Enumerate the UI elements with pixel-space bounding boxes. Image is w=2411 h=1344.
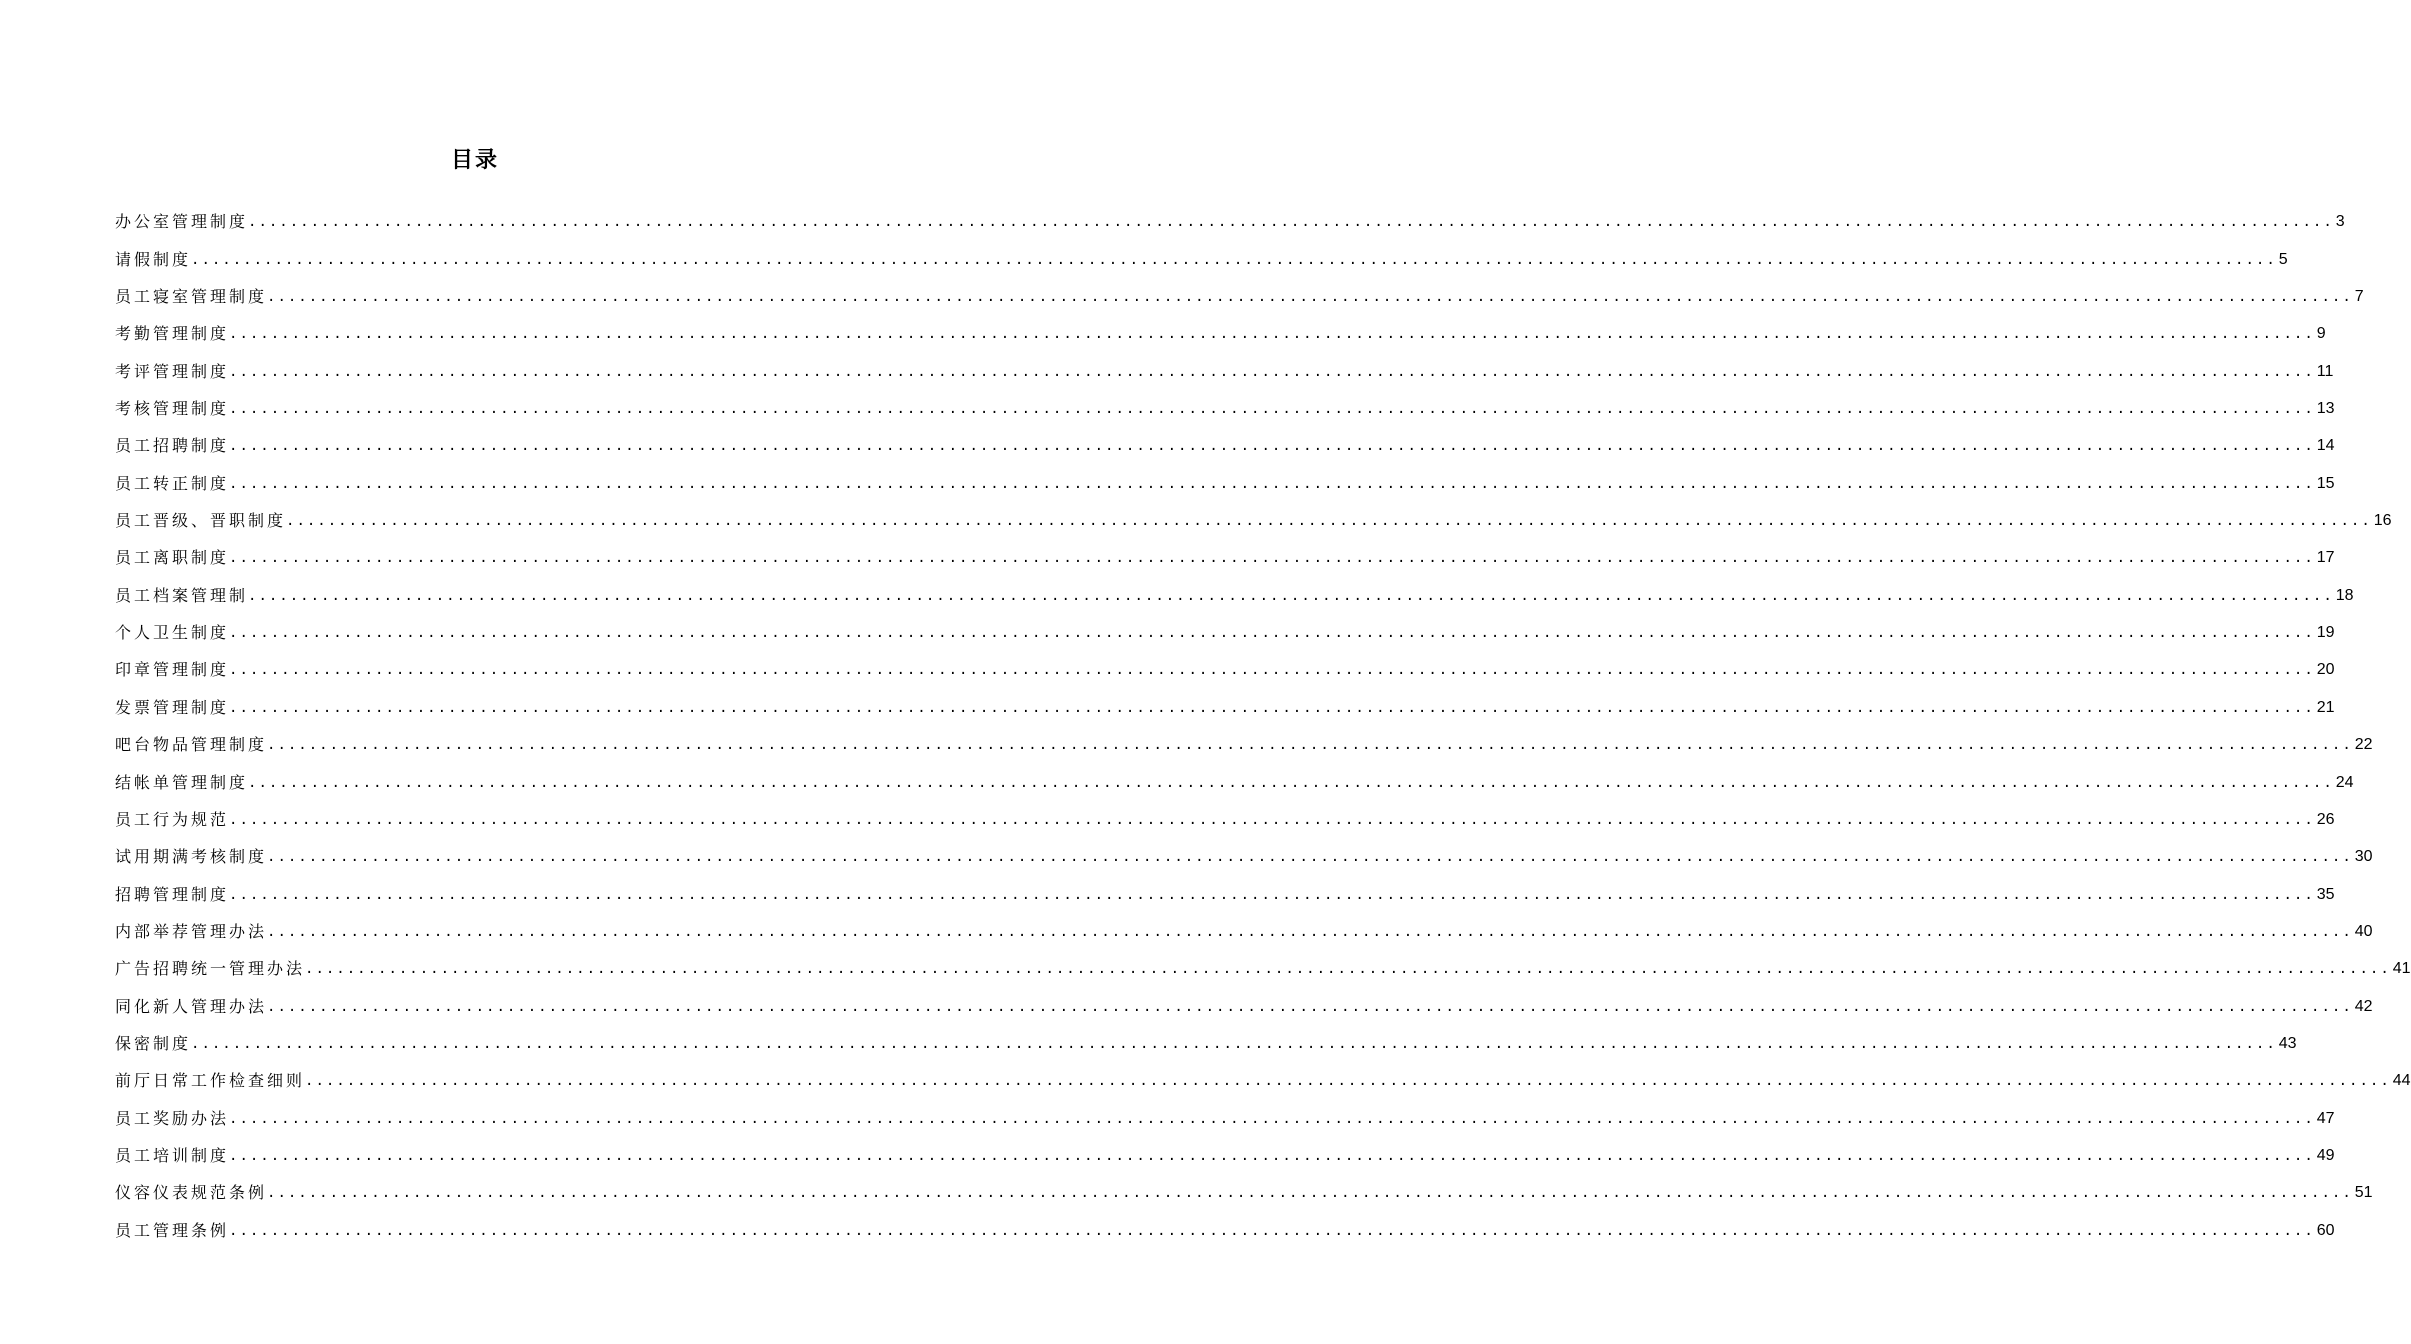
dot-leader: ........................................................................................................................................................................................................ [229, 699, 2315, 716]
toc-entry-title: 试用期满考核制度 [115, 847, 268, 867]
toc-entry-page-number: 22 [2354, 736, 2373, 754]
toc-entry-page-number: 7 [2354, 288, 2364, 306]
dot-leader: ........................................................................................................................................................................................................ [229, 475, 2315, 492]
toc-entry-page-number: 41 [2392, 960, 2411, 978]
dot-leader: ........................................................................................................................................................................................................ [305, 1073, 2391, 1090]
dot-leader: ........................................................................................................................................................................................................ [229, 811, 2315, 828]
toc-entry-title: 员工招聘制度 [115, 436, 230, 456]
toc-entry-page-number: 35 [2316, 885, 2335, 903]
toc-entry-page-number: 30 [2354, 848, 2373, 866]
dot-leader: ........................................................................................................................................................................................................ [229, 662, 2315, 679]
dot-leader: ........................................................................................................................................................................................................ [229, 401, 2315, 418]
dot-leader: ........................................................................................................................................................................................................ [229, 886, 2315, 903]
toc-entry[interactable] [115, 870, 2335, 907]
toc-entry[interactable] [115, 833, 2373, 870]
toc-entry[interactable] [115, 198, 2345, 235]
toc-entry[interactable] [115, 459, 2335, 496]
toc-entry-title: 考勤管理制度 [115, 324, 230, 344]
toc-entry-page-number: 24 [2335, 773, 2354, 791]
toc-entry-title: 员工行为规范 [115, 809, 230, 829]
toc-entry[interactable] [115, 758, 2354, 795]
toc-entry[interactable] [115, 1206, 2335, 1243]
toc-entry-page-number: 43 [2278, 1034, 2297, 1052]
toc-entry-title: 员工档案管理制 [115, 585, 249, 605]
toc-entry[interactable] [115, 422, 2335, 459]
toc-entry[interactable] [115, 721, 2373, 758]
toc-entry-page-number: 44 [2392, 1072, 2411, 1090]
toc-entry[interactable] [115, 1094, 2335, 1131]
dot-leader: ........................................................................................................................................................................................................ [305, 961, 2391, 978]
toc-entry[interactable] [115, 646, 2335, 683]
toc-entry-page-number: 14 [2316, 437, 2335, 455]
toc-entry-title: 吧台物品管理制度 [115, 735, 268, 755]
toc-entry[interactable] [115, 273, 2364, 310]
toc-entry[interactable] [115, 1020, 2297, 1057]
toc-entry[interactable] [115, 796, 2335, 833]
toc-entry[interactable] [115, 235, 2288, 272]
dot-leader: ........................................................................................................................................................................................................ [267, 1185, 2353, 1202]
toc-entry-title: 结帐单管理制度 [115, 772, 249, 792]
dot-leader: ........................................................................................................................................................................................................ [191, 1035, 2277, 1052]
toc-entry-page-number: 20 [2316, 661, 2335, 679]
dot-leader: ........................................................................................................................................................................................................ [267, 289, 2353, 306]
toc-entry-title: 仪容仪表规范条例 [115, 1183, 268, 1203]
toc-entry-page-number: 49 [2316, 1146, 2335, 1164]
toc-entry-title: 内部举荐管理办法 [115, 921, 268, 941]
dot-leader: ........................................................................................................................................................................................................ [191, 251, 2277, 268]
dot-leader: ........................................................................................................................................................................................................ [248, 587, 2334, 604]
toc-entry-page-number: 9 [2316, 325, 2326, 343]
toc-entry[interactable] [115, 683, 2335, 720]
toc-entry[interactable] [115, 497, 2392, 534]
dot-leader: ........................................................................................................................................................................................................ [248, 774, 2334, 791]
toc-entry[interactable] [115, 1132, 2335, 1169]
toc-entry-title: 个人卫生制度 [115, 623, 230, 643]
toc-entry[interactable] [115, 534, 2335, 571]
toc-entry[interactable] [115, 385, 2335, 422]
toc-entry-page-number: 16 [2373, 512, 2392, 530]
toc-entry-title: 印章管理制度 [115, 660, 230, 680]
toc-entry-title: 同化新人管理办法 [115, 996, 268, 1016]
toc-entry[interactable] [115, 571, 2354, 608]
dot-leader: ........................................................................................................................................................................................................ [229, 625, 2315, 642]
toc-entry[interactable] [115, 310, 2326, 347]
dot-leader: ........................................................................................................................................................................................................ [229, 550, 2315, 567]
toc-entry-page-number: 40 [2354, 922, 2373, 940]
dot-leader: ........................................................................................................................................................................................................ [267, 998, 2353, 1015]
dot-leader: ........................................................................................................................................................................................................ [286, 513, 2372, 530]
dot-leader: ........................................................................................................................................................................................................ [229, 1222, 2315, 1239]
toc-entry-page-number: 3 [2335, 213, 2345, 231]
dot-leader: ........................................................................................................................................................................................................ [267, 849, 2353, 866]
toc-entry[interactable] [115, 908, 2373, 945]
toc-entry-title: 考评管理制度 [115, 361, 230, 381]
dot-leader: ........................................................................................................................................................................................................ [267, 923, 2353, 940]
toc-entry-page-number: 60 [2316, 1221, 2335, 1239]
toc-entry-title: 员工培训制度 [115, 1145, 230, 1165]
toc-entry[interactable] [115, 347, 2334, 384]
dot-leader: ........................................................................................................................................................................................................ [229, 1110, 2315, 1127]
toc-entry-title: 广告招聘统一管理办法 [115, 959, 306, 979]
toc-entry-page-number: 26 [2316, 810, 2335, 828]
toc-entry-page-number: 13 [2316, 400, 2335, 418]
toc-entry-page-number: 18 [2335, 586, 2354, 604]
toc-entry-page-number: 15 [2316, 474, 2335, 492]
toc-entry[interactable] [115, 1169, 2373, 1206]
toc-entry-page-number: 19 [2316, 624, 2335, 642]
toc-entry-title: 员工转正制度 [115, 473, 230, 493]
dot-leader: ........................................................................................................................................................................................................ [267, 737, 2353, 754]
dot-leader: ........................................................................................................................................................................................................ [229, 438, 2315, 455]
toc-entry-title: 考核管理制度 [115, 399, 230, 419]
toc-entry-title: 员工晋级、晋职制度 [115, 511, 287, 531]
dot-leader: ........................................................................................................................................................................................................ [229, 363, 2315, 380]
toc-entry-title: 员工奖励办法 [115, 1108, 230, 1128]
toc-entry-title: 员工管理条例 [115, 1220, 230, 1240]
toc-title: 目录 [450, 148, 499, 173]
dot-leader: ........................................................................................................................................................................................................ [248, 214, 2334, 231]
toc-entry[interactable] [115, 1057, 2411, 1094]
toc-entry-page-number: 51 [2354, 1184, 2373, 1202]
toc-entry[interactable] [115, 609, 2335, 646]
toc-entry-page-number: 17 [2316, 549, 2335, 567]
toc-entry-title: 员工寝室管理制度 [115, 287, 268, 307]
toc-entry-title: 保密制度 [115, 1033, 192, 1053]
toc-entry-page-number: 42 [2354, 997, 2373, 1015]
toc-entry-title: 员工离职制度 [115, 548, 230, 568]
toc-entry-title: 请假制度 [115, 249, 192, 269]
toc-entry-page-number: 21 [2316, 698, 2335, 716]
toc-entry[interactable] [115, 982, 2373, 1019]
toc-entry[interactable] [115, 945, 2411, 982]
toc-entry-page-number: 11 [2316, 362, 2334, 380]
toc-entry-page-number: 5 [2278, 250, 2288, 268]
toc-entry-title: 办公室管理制度 [115, 212, 249, 232]
toc-entry-page-number: 47 [2316, 1109, 2335, 1127]
toc-list [115, 198, 2411, 1244]
dot-leader: ........................................................................................................................................................................................................ [229, 326, 2315, 343]
toc-entry-title: 招聘管理制度 [115, 884, 230, 904]
toc-entry-title: 发票管理制度 [115, 697, 230, 717]
toc-entry-title: 前厅日常工作检查细则 [115, 1071, 306, 1091]
dot-leader: ........................................................................................................................................................................................................ [229, 1147, 2315, 1164]
